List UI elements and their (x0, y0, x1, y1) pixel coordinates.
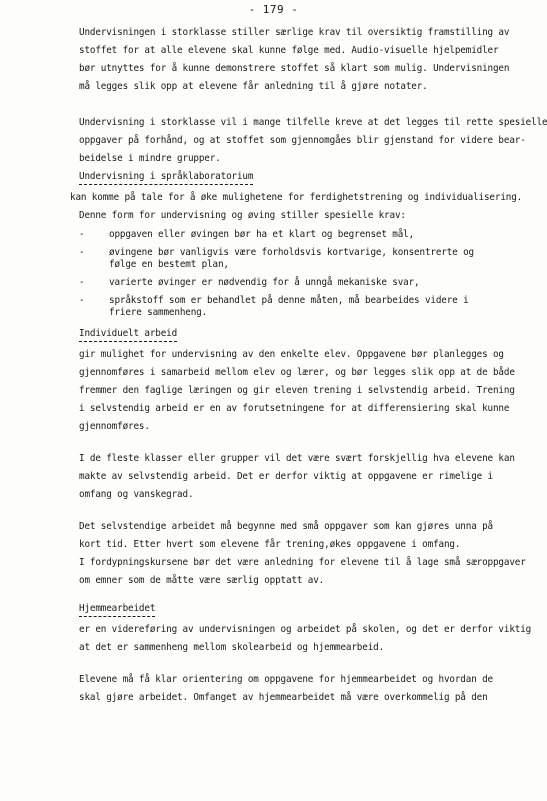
page-number: - 179 - (248, 3, 299, 16)
list-bullet: - (79, 277, 85, 288)
paragraph-storklasse-1 (79, 24, 529, 96)
text-line: oppgaven eller øvingen bør ha et klart og begrenset mål, (109, 229, 415, 240)
text-line: Denne form for undervisning og øving stiller spesielle krav: (79, 210, 406, 221)
text-line: gjennomføres i samarbeid mellom elev og lærer, og bør legges slik opp at de både (79, 367, 515, 378)
text-line: fremmer den faglige læringen og gir eleven trening i selvstendig arbeid. Trening (79, 385, 515, 396)
text-line: øvingene bør vanligvis være forholdsvis kortvarige, konsentrerte og (109, 247, 474, 258)
paragraph-hjemmearbeidet-1 (79, 621, 532, 657)
text-line: friere sammenheng. (109, 307, 208, 318)
paragraph-individuelt-arbeid (79, 346, 529, 436)
text-line: stoffet for at alle elevene skal kunne følge med. Audio-visuelle hjelpemidler (79, 45, 499, 56)
text-line: følge en bestemt plan, (109, 259, 229, 270)
text-line: må legges slik opp at elevene får anledning til å gjøre notater. (79, 81, 428, 92)
paragraph-spraklaboratorium (70, 189, 529, 225)
text-line: språkstoff som er behandlet på denne måten, må bearbeides videre i (109, 295, 469, 306)
paragraph-klasser-grupper (79, 450, 529, 504)
text-line: makte av selvstendig arbeid. Det er derfor viktig at oppgavene er rimelige i (79, 471, 493, 482)
text-line: skal gjøre arbeidet. Omfanget av hjemmearbeidet må være overkommelig på den (79, 692, 488, 703)
text-line: Undervisning i storklasse vil i mange tilfelle kreve at det legges til rette spesielle (79, 117, 547, 128)
list-bullet: - (79, 247, 85, 258)
text-line: varierte øvinger er nødvendig for å unngå mekaniske svar, (109, 277, 420, 288)
text-line: at det er sammenheng mellom skolearbeid og hjemmearbeid. (79, 642, 385, 653)
text-line: i selvstendig arbeid er en av forutsetningene for at differensiering skal kunne (79, 403, 510, 414)
heading-spraklaboratorium: Undervisning i språklaboratorium (79, 170, 253, 185)
text-line: gir mulighet for undervisning av den enkelte elev. Oppgavene bør planlegges og (79, 349, 504, 360)
text-line: Undervisningen i storklasse stiller særlige krav til oversiktig framstilling av (79, 27, 510, 38)
text-line: kort tid. Etter hvert som elevene får trening,økes oppgavene i omfang. (79, 539, 461, 550)
text-line: oppgaver på forhånd, og at stoffet som gjennomgåes blir gjenstand for videre bear- (79, 135, 526, 146)
list-item (79, 295, 529, 319)
text-line: beidelse i mindre grupper. (79, 153, 221, 164)
list-item (79, 247, 529, 271)
requirements-list (79, 229, 529, 319)
text-line: Elevene må få klar orientering om oppgavene for hjemmearbeidet og hvordan de (79, 674, 493, 685)
text-line: I fordypningskursene bør det være anledning for elevene til å lage små særoppgaver (79, 557, 526, 568)
text-line: om emner som de måtte være særlig opptatt av. (79, 575, 325, 586)
list-bullet: - (79, 295, 85, 306)
text-line: I de fleste klasser eller grupper vil det være svært forskjellig hva elevene kan (79, 453, 515, 464)
list-item (79, 277, 529, 289)
list-item (79, 229, 529, 241)
text-line: kan komme på tale for å øke mulighetene for ferdighetstrening og individualisering. (70, 192, 523, 203)
page-content (70, 24, 547, 707)
paragraph-selvstendig-arbeid (79, 518, 529, 590)
list-bullet: - (79, 229, 85, 240)
paragraph-hjemmearbeidet-2 (79, 671, 529, 707)
text-line: Det selvstendige arbeidet må begynne med små oppgaver som kan gjøres unna på (79, 521, 493, 532)
paragraph-storklasse-2 (79, 114, 547, 168)
text-line: er en videreføring av undervisningen og arbeidet på skolen, og det er derfor viktig (79, 624, 532, 635)
heading-hjemmearbeidet: Hjemmearbeidet (79, 602, 155, 617)
text-line: bør utnyttes for å kunne demonstrere stoffet så klart som mulig. Undervisningen (79, 63, 510, 74)
heading-individuelt-arbeid: Individuelt arbeid (79, 327, 177, 342)
text-line: omfang og vanskegrad. (79, 489, 194, 500)
text-line: gjennomføres. (79, 421, 150, 432)
